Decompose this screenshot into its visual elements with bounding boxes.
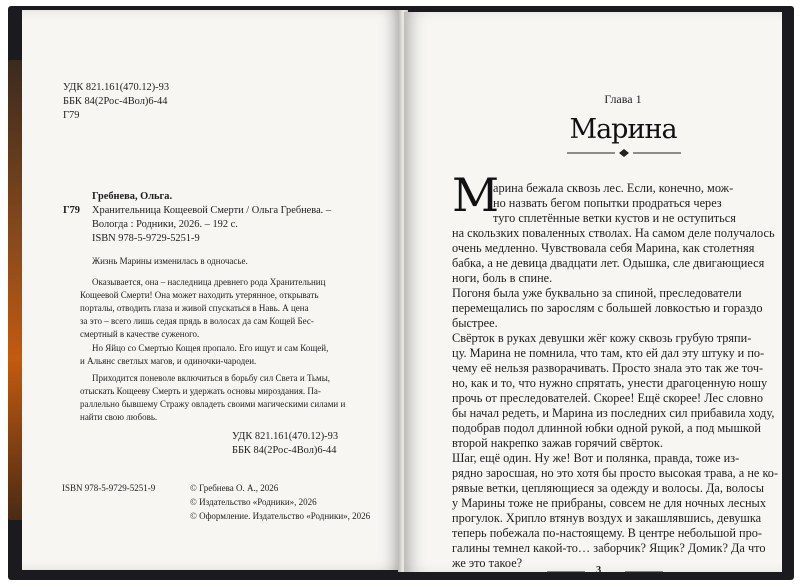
body-line: Погоня была уже буквально за спиной, преследователи <box>452 286 742 300</box>
body-line: ноги, боль в спине. <box>452 271 553 285</box>
isbn-bottom: ISBN 978-5-9729-5251-9 <box>62 483 156 493</box>
body-line: быстрее. <box>452 316 498 330</box>
annotation-line: Приходится поневоле включиться в борьбу сил Света и Тьмы, <box>92 373 331 383</box>
body-line: прогулок. Хрипло втянув воздух и закашлявшись, девушка <box>452 511 762 525</box>
body-line: же это такое? <box>452 556 523 570</box>
body-line: галины темнел какой-то… заборчик? Ящик? Домик? Да что <box>452 541 766 555</box>
body-line: туго сплетённые ветки кустов и не оступиться <box>493 211 736 225</box>
udk-bottom: УДК 821.161(470.12)-93 <box>232 431 339 442</box>
body-line: арина бежала сквозь лес. Если, конечно, мож- <box>493 181 734 195</box>
annotation-line: найти свою любовь. <box>80 412 158 422</box>
body-line: у Марины тоже не прибраны, совсем не для ночных лесных <box>452 496 766 510</box>
biblio-line: Вологда : Родники, 2026. – 192 с. <box>92 219 238 230</box>
body-line: подобрав подол длинной юбки одной рукой, а под мышкой <box>452 421 761 435</box>
annotation-line: Жизнь Марины изменилась в одночасье. <box>92 256 248 266</box>
drop-cap: М <box>452 168 500 222</box>
copyright-line: © Гребнева О. А., 2026 <box>190 483 279 493</box>
ornament-divider-icon <box>565 148 683 158</box>
bbk-bottom: ББК 84(2Рос-4Вол)6-44 <box>232 445 337 456</box>
body-line: бабка, а не девица двадцати лет. Одышка, сле двигающиеся <box>452 256 765 270</box>
page-number: 3 <box>596 565 602 576</box>
copyright-line: © Оформление. Издательство «Родники», 2026 <box>190 511 371 521</box>
body-line: перемещались по зарослям с большей ловкостью и гораздо <box>452 301 763 315</box>
body-line: цу. Марина не помнила, что там, кто ей дал эту штуку и по- <box>452 346 765 360</box>
chapter-label: Глава 1 <box>604 92 642 106</box>
udk-top: УДК 821.161(470.12)-93 <box>63 82 170 93</box>
biblio-line: Хранительница Кощеевой Смерти / Ольга Гребнева. – <box>92 205 332 216</box>
chapter-title: Марина <box>569 114 677 145</box>
body-line: рявые ветки, цепляющиеся за одежду и волосы. Да, волосы <box>452 481 764 495</box>
body-line: рядно заросшая, но это хотя бы просто высокая трава, а не ко- <box>452 466 779 480</box>
body-line: чему её нельзя разворачивать. Просто знала это так же точ- <box>452 361 764 375</box>
annotation-line: отыскать Кощееву Смерть и удержать основы мироздания. Па- <box>80 386 321 396</box>
body-line: Свёрток в руках девушки жёг кожу сквозь грубую тряпи- <box>452 331 752 345</box>
author-name: Гребнева, Ольга. <box>92 191 173 202</box>
body-line: но, как и то, что нужно спрятать, унести драгоценную ношу <box>452 376 768 390</box>
annotation-line: порталы, отводить глаза и живой спускаться в Навь. А цена <box>80 303 309 313</box>
annotation-line: раллельно бывшему Стражу овладеть своими магическими силами и <box>80 399 346 409</box>
page-number-ornament-icon <box>545 567 665 577</box>
annotation-line: за это – всего лишь седая прядь в волосах да сам Кощей Бес- <box>80 316 314 326</box>
annotation-line: смертный в качестве суженого. <box>80 329 200 339</box>
annotation-line: Но Яйцо со Смертью Кощея пропало. Его ищут и сам Кощей, <box>92 343 329 353</box>
body-line: на скользких поваленных стволах. На самом деле получалось <box>452 226 775 240</box>
body-line: прочь от преследователей. Скорее! Ещё скорее! Лес словно <box>452 391 764 405</box>
code-top: Г79 <box>63 110 80 121</box>
copyright-line: © Издательство «Родники», 2026 <box>190 497 317 507</box>
annotation-line: Кощеевой Смерти! Она может находить утерянное, открывать <box>80 290 319 300</box>
body-line: но назвать бегом попытки продраться через <box>493 196 722 210</box>
bbk-top: ББК 84(2Рос-4Вол)6-44 <box>63 96 168 107</box>
body-line: теперь побежала по-настоящему. В центре небольшой про- <box>452 526 762 540</box>
catalog-code: Г79 <box>63 205 81 216</box>
biblio-line: ISBN 978-5-9729-5251-9 <box>92 233 200 244</box>
annotation-line: и Альянс светлых магов, и одиночки-чародеи. <box>80 356 257 366</box>
body-line: очень медленно. Чувствовала себя Марина, как столетняя <box>452 241 755 255</box>
body-line: второй накрепко зажав горячий свёрток. <box>452 436 663 450</box>
body-line: Шаг, ещё один. Ну же! Вот и полянка, правда, тоже из- <box>452 451 740 465</box>
body-line: бы начал редеть, и Марина из последних сил прибавила ходу, <box>452 406 775 420</box>
annotation-line: Оказывается, она – наследница древнего рода Хранительниц <box>92 277 326 287</box>
